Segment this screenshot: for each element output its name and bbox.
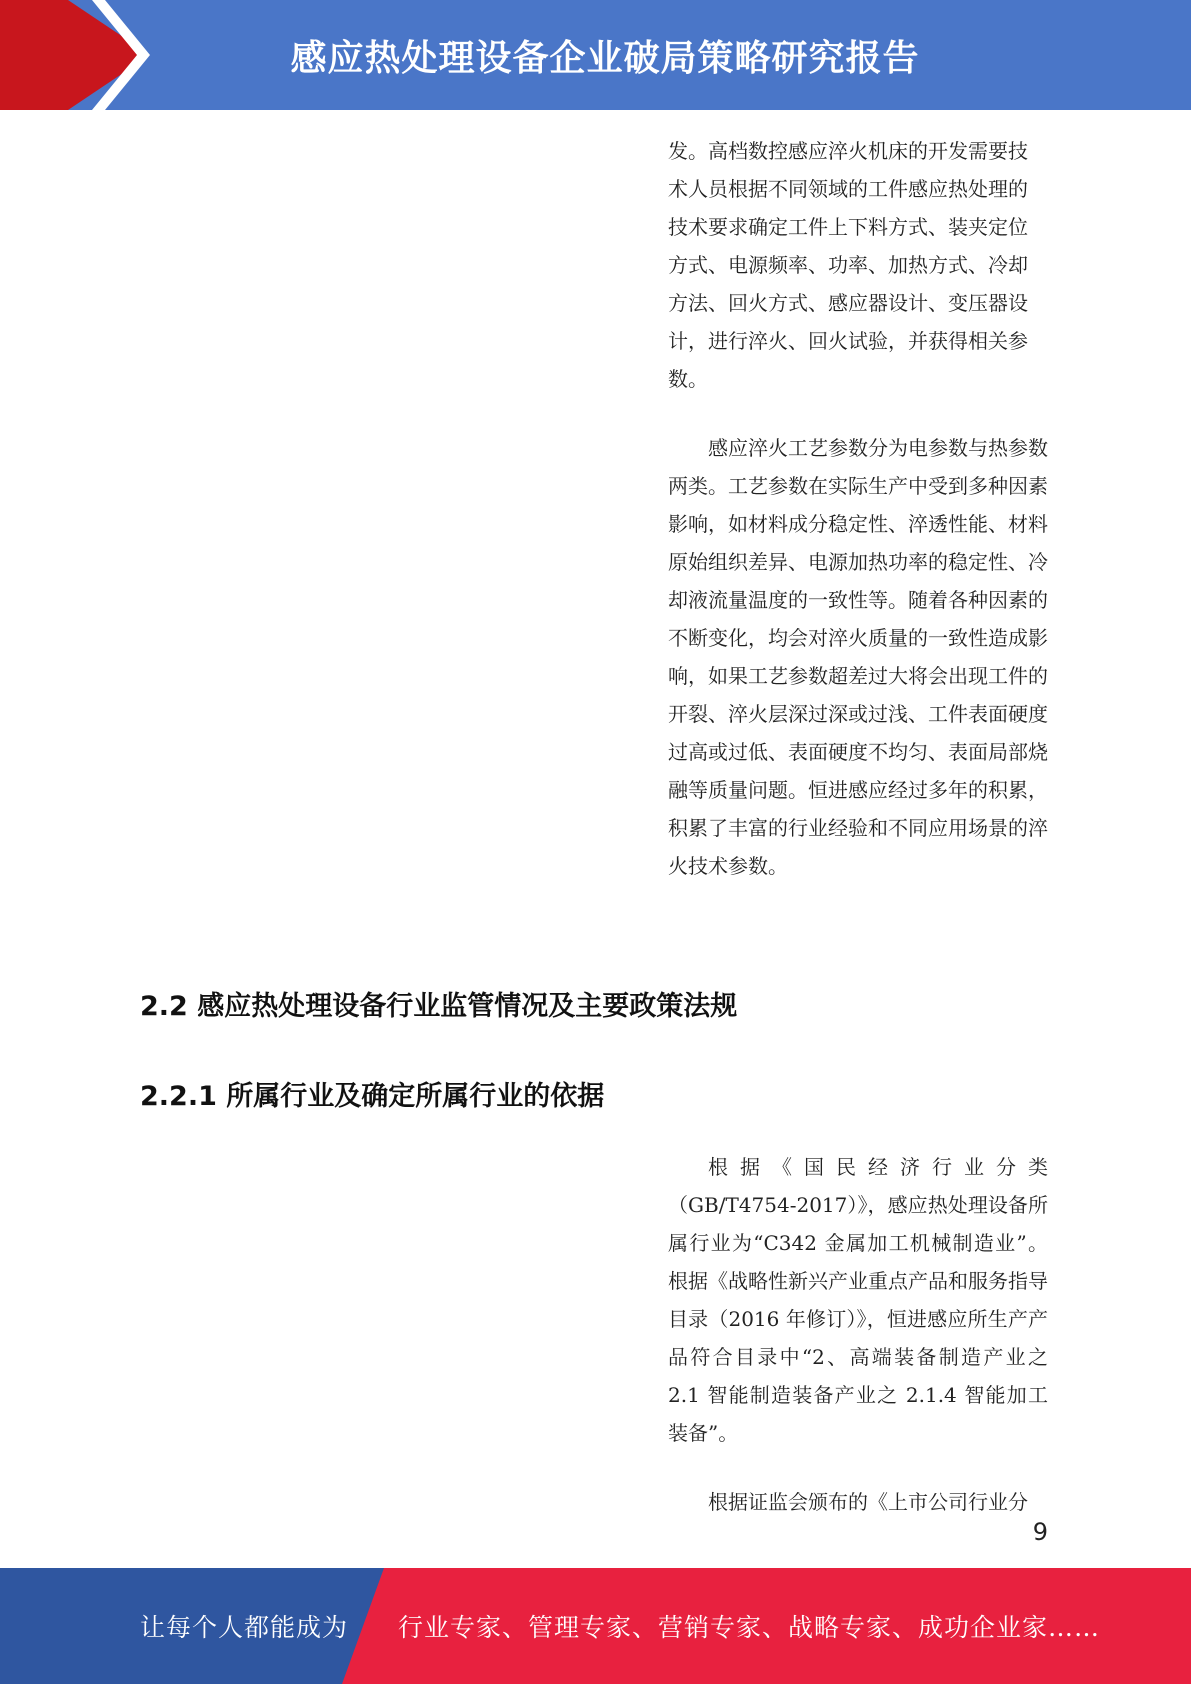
page-number: 9 [1032,1518,1048,1546]
text-line: 术人员根据不同领域的工件感应热处理的 [668,177,1028,201]
paragraph-text: 根据证监会颁布的《上市公司行业分 [708,1490,1028,1514]
text-line: 方式、电源频率、功率、加热方式、冷却 [668,253,1028,277]
paragraph-quench-parameters [668,429,1048,885]
section-heading-2-2: 2.2 感应热处理设备行业监管情况及主要政策法规 [140,991,738,1022]
paragraph-text: 感应淬火工艺参数分为电参数与热参数两类。工艺参数在实际生产中受到多种因素影响，如材料成分稳定性、淬透性能、材料原始组织差异、电源加热功率的稳定性、冷却液流量温度的一致性等。随着各种因素的不断变化，均会对淬火质量的一致性造成影响，如果工艺参数超差过大将会出现工件的开裂、淬火层深过深或过浅、工件表面硬度过高或过低、表面硬度不均匀、表面局部烧融等质量问题。恒进感应经过多年的积累，积累了丰富的行业经验和不同应用场景的淬火技术参数。 [668,436,1048,878]
text-line: 方法、回火方式、感应器设计、变压器设 [668,291,1028,315]
paragraph-continuation [668,132,1048,398]
header-banner [0,0,1191,110]
text-line: 数。 [668,367,708,391]
footer-slogan-right: 行业专家、管理专家、营销专家、战略专家、成功企业家…… [398,1613,1101,1642]
paragraph-industry-classification [668,1148,1048,1452]
text-line: 发。高档数控感应淬火机床的开发需要技 [668,139,1028,163]
chevron-arrow-icon [0,0,200,110]
paragraph-text: 根据《国民经济行业分类（GB/T4754-2017）》，感应热处理设备所属行业为“C342 金属加工机械制造业”。根据《战略性新兴产业重点产品和服务指导目录（2016 年修订）》，恒进感应所生产产品符合目录中“2、高端装备制造产业之 2.1 智能制造装备产业之 2.1.4 智能加工装备”。 [668,1155,1048,1445]
footer-slogan-left: 让每个人都能成为 [140,1613,349,1642]
report-title: 感应热处理设备企业破局策略研究报告 [290,37,920,79]
paragraph-csrc-classification [668,1483,1048,1521]
text-line: 技术要求确定工件上下料方式、装夹定位 [668,215,1028,239]
section-heading-2-2-1: 2.2.1 所属行业及确定所属行业的依据 [140,1081,605,1112]
text-line: 计，进行淬火、回火试验，并获得相关参 [668,329,1028,353]
footer-banner [0,1568,1191,1684]
